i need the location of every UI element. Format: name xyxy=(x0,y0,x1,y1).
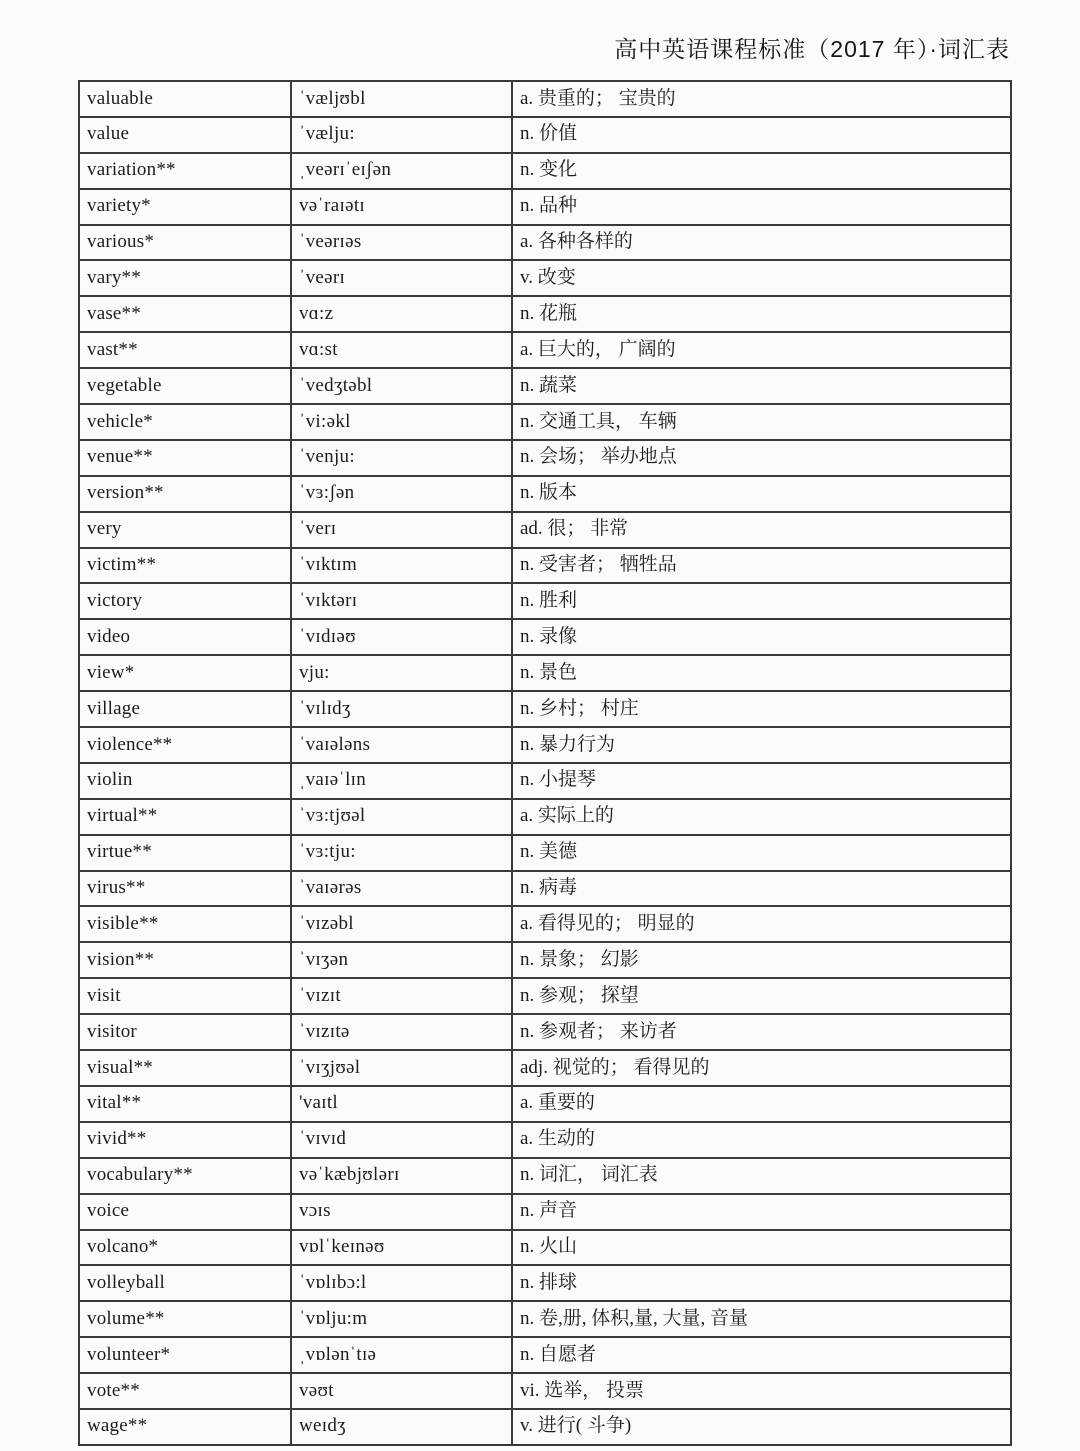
word-cell: voice xyxy=(79,1194,291,1230)
phonetic-cell: ˈveərɪəs xyxy=(291,225,512,261)
word-cell: vehicle* xyxy=(79,404,291,440)
definition-cell: n. 暴力行为 xyxy=(512,727,1011,763)
word-cell: vocabulary** xyxy=(79,1158,291,1194)
phonetic-cell: vju: xyxy=(291,655,512,691)
table-row xyxy=(79,1014,1011,1050)
definition-cell: n. 病毒 xyxy=(512,871,1011,907)
table-row xyxy=(79,225,1011,261)
word-cell: visit xyxy=(79,978,291,1014)
word-cell: variety* xyxy=(79,189,291,225)
table-row xyxy=(79,153,1011,189)
table-row xyxy=(79,548,1011,584)
definition-cell: n. 品种 xyxy=(512,189,1011,225)
table-row xyxy=(79,942,1011,978)
word-cell: vivid** xyxy=(79,1122,291,1158)
word-cell: vast** xyxy=(79,332,291,368)
definition-cell: a. 巨大的， 广阔的 xyxy=(512,332,1011,368)
phonetic-cell: weɪdʒ xyxy=(291,1409,512,1445)
page-header xyxy=(78,31,1010,64)
phonetic-cell: ˈvɒlju:m xyxy=(291,1301,512,1337)
word-cell: video xyxy=(79,619,291,655)
definition-cell: n. 小提琴 xyxy=(512,763,1011,799)
table-row xyxy=(79,799,1011,835)
phonetic-cell: vəˈkæbjʊlərɪ xyxy=(291,1158,512,1194)
phonetic-cell: vɑ:z xyxy=(291,296,512,332)
definition-cell: n. 声音 xyxy=(512,1194,1011,1230)
definition-cell: n. 卷,册, 体积,量, 大量, 音量 xyxy=(512,1301,1011,1337)
word-cell: virus** xyxy=(79,871,291,907)
phonetic-cell: vɔɪs xyxy=(291,1194,512,1230)
phonetic-cell: ˈvɒlɪbɔ:l xyxy=(291,1265,512,1301)
table-row xyxy=(79,260,1011,296)
table-row xyxy=(79,619,1011,655)
definition-cell: n. 火山 xyxy=(512,1230,1011,1266)
word-cell: vegetable xyxy=(79,368,291,404)
phonetic-cell: ˈverɪ xyxy=(291,512,512,548)
table-row xyxy=(79,296,1011,332)
definition-cell: n. 美德 xyxy=(512,835,1011,871)
word-cell: victory xyxy=(79,583,291,619)
definition-cell: n. 景色 xyxy=(512,655,1011,691)
definition-cell: a. 各种各样的 xyxy=(512,225,1011,261)
definition-cell: ad. 很； 非常 xyxy=(512,512,1011,548)
page-title: 高中英语课程标准（2017 年）·词汇表 xyxy=(614,36,1010,62)
table-row xyxy=(79,189,1011,225)
definition-cell: n. 受害者； 牺牲品 xyxy=(512,548,1011,584)
table-row xyxy=(79,835,1011,871)
definition-cell: n. 变化 xyxy=(512,153,1011,189)
word-cell: value xyxy=(79,117,291,153)
word-cell: vision** xyxy=(79,942,291,978)
phonetic-cell: ˌvaɪəˈlɪn xyxy=(291,763,512,799)
word-cell: victim** xyxy=(79,548,291,584)
definition-cell: a. 看得见的； 明显的 xyxy=(512,906,1011,942)
word-cell: vary** xyxy=(79,260,291,296)
definition-cell: n. 花瓶 xyxy=(512,296,1011,332)
phonetic-cell: ˈvɪvɪd xyxy=(291,1122,512,1158)
word-cell: visible** xyxy=(79,906,291,942)
definition-cell: v. 进行( 斗争) xyxy=(512,1409,1011,1445)
definition-cell: n. 乡村； 村庄 xyxy=(512,691,1011,727)
definition-cell: n. 价值 xyxy=(512,117,1011,153)
table-row xyxy=(79,1265,1011,1301)
phonetic-cell: ˈvɜ:tju: xyxy=(291,835,512,871)
word-cell: virtual** xyxy=(79,799,291,835)
table-row xyxy=(79,583,1011,619)
phonetic-cell: ˈvedʒtəbl xyxy=(291,368,512,404)
phonetic-cell: ˈvaɪələns xyxy=(291,727,512,763)
table-row xyxy=(79,691,1011,727)
phonetic-cell: ˈvɪktərɪ xyxy=(291,583,512,619)
word-cell: variation** xyxy=(79,153,291,189)
definition-cell: a. 重要的 xyxy=(512,1086,1011,1122)
phonetic-cell: ˈvi:əkl xyxy=(291,404,512,440)
vocabulary-table xyxy=(78,80,1012,1446)
phonetic-cell: ˌvɒlənˈtɪə xyxy=(291,1337,512,1373)
phonetic-cell: ˈvɪzəbl xyxy=(291,906,512,942)
table-row xyxy=(79,81,1011,117)
definition-cell: n. 自愿者 xyxy=(512,1337,1011,1373)
word-cell: vase** xyxy=(79,296,291,332)
definition-cell: n. 录像 xyxy=(512,619,1011,655)
table-row xyxy=(79,368,1011,404)
word-cell: violence** xyxy=(79,727,291,763)
definition-cell: n. 胜利 xyxy=(512,583,1011,619)
word-cell: view* xyxy=(79,655,291,691)
definition-cell: vi. 选举， 投票 xyxy=(512,1373,1011,1409)
phonetic-cell: ˌveərɪˈeɪʃən xyxy=(291,153,512,189)
phonetic-cell: ˈvɪʒən xyxy=(291,942,512,978)
word-cell: vital** xyxy=(79,1086,291,1122)
table-row xyxy=(79,1086,1011,1122)
phonetic-cell: 'vaɪtl xyxy=(291,1086,512,1122)
table-row xyxy=(79,1373,1011,1409)
table-row xyxy=(79,871,1011,907)
definition-cell: n. 会场； 举办地点 xyxy=(512,440,1011,476)
phonetic-cell: ˈvælju: xyxy=(291,117,512,153)
table-row xyxy=(79,727,1011,763)
definition-cell: n. 交通工具， 车辆 xyxy=(512,404,1011,440)
table-row xyxy=(79,1230,1011,1266)
definition-cell: adj. 视觉的； 看得见的 xyxy=(512,1050,1011,1086)
word-cell: volcano* xyxy=(79,1230,291,1266)
definition-cell: a. 生动的 xyxy=(512,1122,1011,1158)
word-cell: very xyxy=(79,512,291,548)
phonetic-cell: vəˈraɪətɪ xyxy=(291,189,512,225)
word-cell: valuable xyxy=(79,81,291,117)
word-cell: vote** xyxy=(79,1373,291,1409)
word-cell: volume** xyxy=(79,1301,291,1337)
table-row xyxy=(79,1337,1011,1373)
word-cell: volunteer* xyxy=(79,1337,291,1373)
phonetic-cell: vɑ:st xyxy=(291,332,512,368)
table-row xyxy=(79,763,1011,799)
phonetic-cell: ˈvaɪərəs xyxy=(291,871,512,907)
phonetic-cell: ˈvɜ:ʃən xyxy=(291,476,512,512)
definition-cell: v. 改变 xyxy=(512,260,1011,296)
word-cell: village xyxy=(79,691,291,727)
table-row xyxy=(79,978,1011,1014)
definition-cell: n. 版本 xyxy=(512,476,1011,512)
phonetic-cell: ˈvɪktɪm xyxy=(291,548,512,584)
definition-cell: n. 景象； 幻影 xyxy=(512,942,1011,978)
table-row xyxy=(79,1050,1011,1086)
table-row xyxy=(79,1301,1011,1337)
word-cell: version** xyxy=(79,476,291,512)
definition-cell: a. 实际上的 xyxy=(512,799,1011,835)
phonetic-cell: ˈvɪlɪdʒ xyxy=(291,691,512,727)
table-row xyxy=(79,1158,1011,1194)
word-cell: virtue** xyxy=(79,835,291,871)
definition-cell: n. 蔬菜 xyxy=(512,368,1011,404)
table-row xyxy=(79,906,1011,942)
phonetic-cell: vɒlˈkeɪnəʊ xyxy=(291,1230,512,1266)
table-row xyxy=(79,332,1011,368)
word-cell: volleyball xyxy=(79,1265,291,1301)
definition-cell: n. 参观； 探望 xyxy=(512,978,1011,1014)
definition-cell: a. 贵重的； 宝贵的 xyxy=(512,81,1011,117)
table-row xyxy=(79,117,1011,153)
phonetic-cell: ˈvɜ:tjʊəl xyxy=(291,799,512,835)
phonetic-cell: ˈvɪzɪt xyxy=(291,978,512,1014)
table-row xyxy=(79,404,1011,440)
phonetic-cell: ˈvɪʒjʊəl xyxy=(291,1050,512,1086)
word-cell: visitor xyxy=(79,1014,291,1050)
word-cell: visual** xyxy=(79,1050,291,1086)
table-row xyxy=(79,1194,1011,1230)
table-row xyxy=(79,512,1011,548)
table-row xyxy=(79,1409,1011,1445)
phonetic-cell: ˈvæljʊbl xyxy=(291,81,512,117)
table-row xyxy=(79,1122,1011,1158)
definition-cell: n. 参观者； 来访者 xyxy=(512,1014,1011,1050)
word-cell: various* xyxy=(79,225,291,261)
table-row xyxy=(79,440,1011,476)
phonetic-cell: ˈvɪzɪtə xyxy=(291,1014,512,1050)
phonetic-cell: ˈveərɪ xyxy=(291,260,512,296)
phonetic-cell: vəʊt xyxy=(291,1373,512,1409)
word-cell: venue** xyxy=(79,440,291,476)
phonetic-cell: ˈvɪdɪəʊ xyxy=(291,619,512,655)
definition-cell: n. 词汇， 词汇表 xyxy=(512,1158,1011,1194)
definition-cell: n. 排球 xyxy=(512,1265,1011,1301)
table-row xyxy=(79,476,1011,512)
word-cell: violin xyxy=(79,763,291,799)
phonetic-cell: ˈvenju: xyxy=(291,440,512,476)
word-cell: wage** xyxy=(79,1409,291,1445)
table-row xyxy=(79,655,1011,691)
vocabulary-table-body xyxy=(79,81,1011,1445)
